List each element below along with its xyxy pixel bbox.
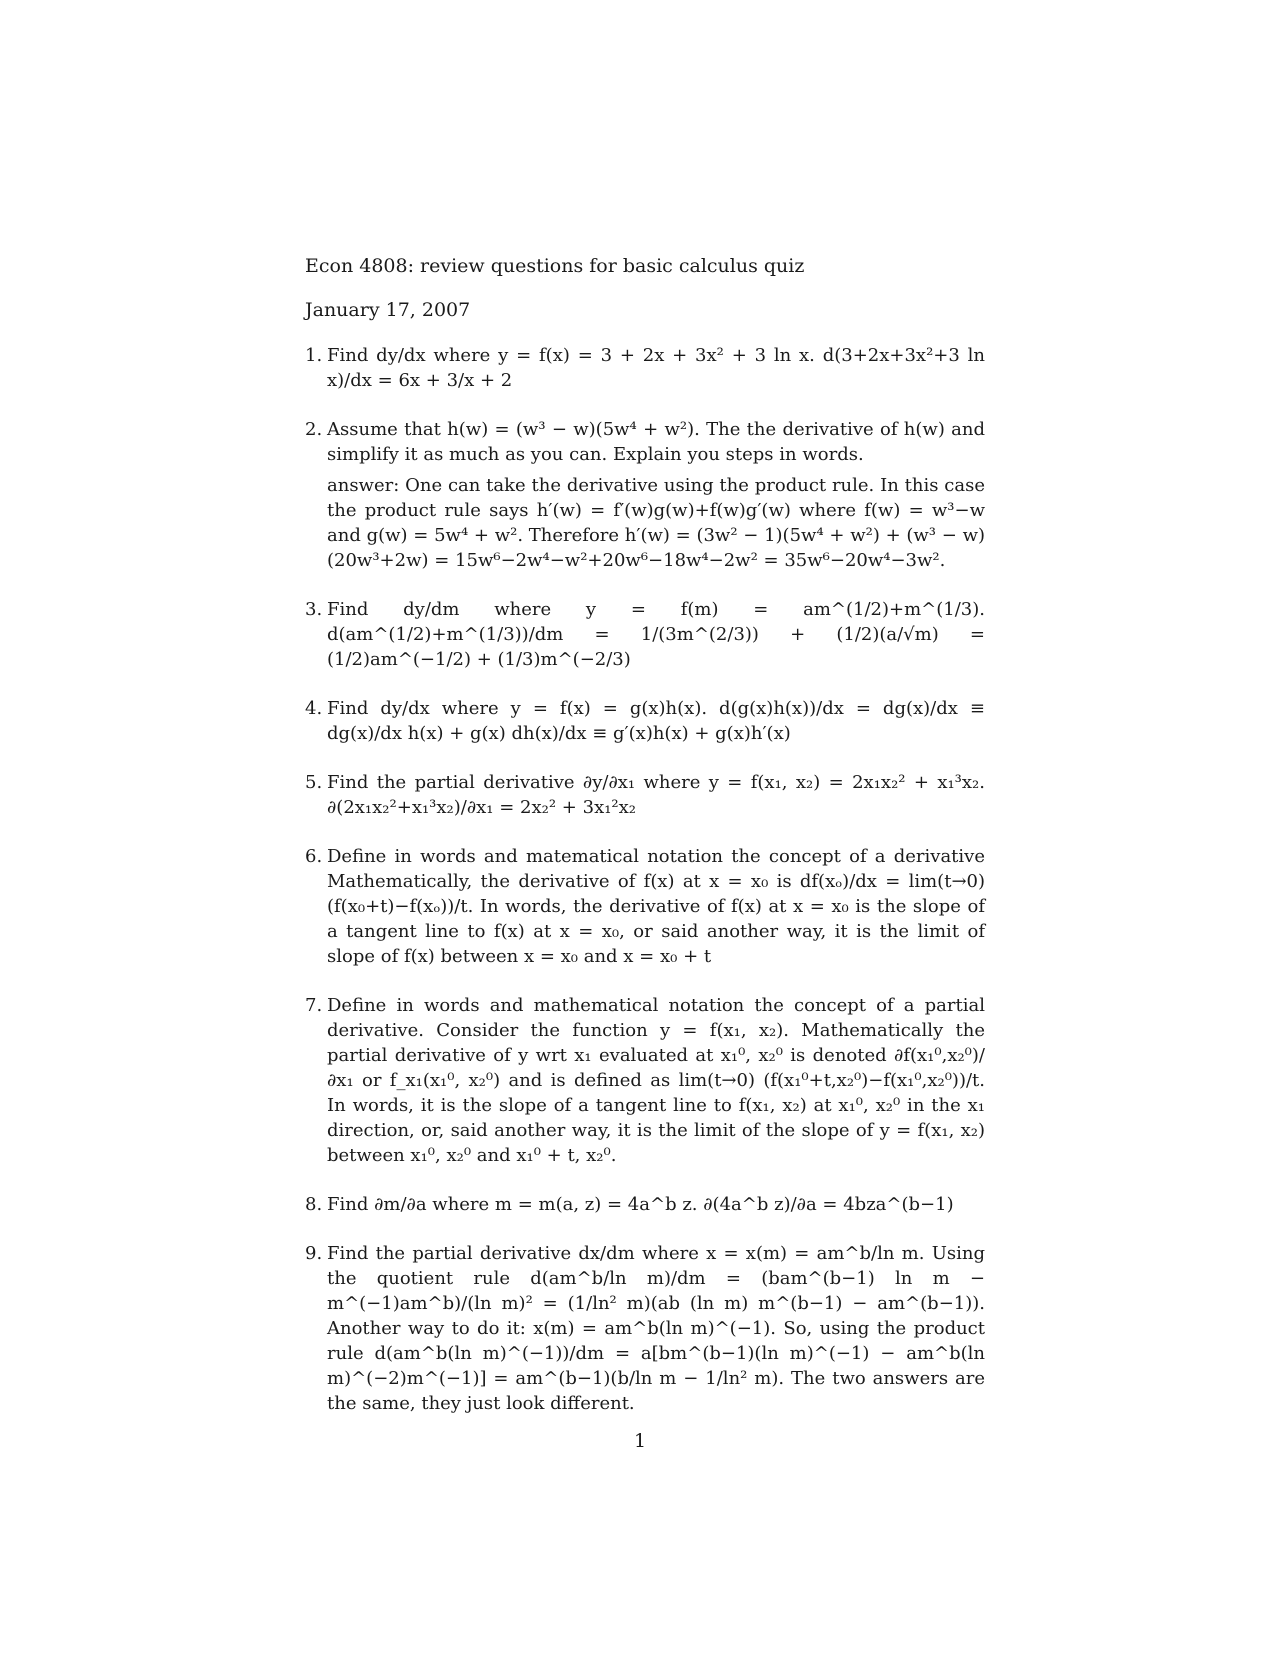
document-page	[305, 255, 985, 1440]
question-text: Find the partial derivative dx/dm where x = x(m) = am^b/ln m. Using the quotient rule d(am^b/ln m)/dm = (bam^(b−1) ln m − m^(−1)am^b)/(ln m)² = (1/ln² m)(ab (ln m) m^(b−1) − am^(b−1)). Another way to do it: x(m) = am^b(ln m)^(−1). So, using the product rule d(am^b(ln m)^(−1))/dm = a[bm^(b−1)(ln m)^(−1) − am^b(ln m)^(−2)m^(−1)] = am^(b−1)(b/ln m − 1/ln² m). The two answers are the same, they just look different.	[327, 1243, 985, 1414]
question-text: Assume that h(w) = (w³ − w)(5w⁴ + w²). The the derivative of h(w) and simplify it as much as you can. Explain you steps in words.	[327, 419, 985, 465]
question-number: 8.	[305, 1194, 323, 1215]
question-text: Find dy/dx where y = f(x) = 3 + 2x + 3x² + 3 ln x. d(3+2x+3x²+3 ln x)/dx = 6x + 3/x + 2	[327, 345, 985, 391]
question-number: 3.	[305, 599, 323, 620]
question-text: Find the partial derivative ∂y/∂x₁ where y = f(x₁, x₂) = 2x₁x₂² + x₁³x₂. ∂(2x₁x₂²+x₁³x₂)/∂x₁ = 2x₂² + 3x₁²x₂	[327, 772, 985, 818]
question-number: 5.	[305, 772, 323, 793]
question-text: Find dy/dx where y = f(x) = g(x)h(x). d(g(x)h(x))/dx = dg(x)/dx ≡ dg(x)/dx h(x) + g(x) dh(x)/dx ≡ g′(x)h(x) + g(x)h′(x)	[327, 698, 985, 744]
question-answer: answer: One can take the derivative using the product rule. In this case the product rule says h′(w) = f′(w)g(w)+f(w)g′(w) where f(w) = w³−w and g(w) = 5w⁴ + w². Therefore h′(w) = (3w² − 1)(5w⁴ + w²) + (w³ − w)(20w³+2w) = 15w⁶−2w⁴−w²+20w⁶−18w⁴−2w² = 35w⁶−20w⁴−3w².	[327, 475, 985, 571]
document-date: January 17, 2007	[305, 299, 471, 321]
question-number: 9.	[305, 1243, 323, 1264]
question-5	[305, 770, 985, 826]
question-text: Find dy/dm where y = f(m) = am^(1/2)+m^(1/3). d(am^(1/2)+m^(1/3))/dm = 1/(3m^(2/3)) + (1/2)(a/√m) = (1/2)am^(−1/2) + (1/3)m^(−2/3)	[327, 599, 985, 670]
question-9	[305, 1241, 985, 1422]
question-text: Find ∂m/∂a where m = m(a, z) = 4a^b z. ∂(4a^b z)/∂a = 4bza^(b−1)	[327, 1194, 954, 1215]
question-number: 1.	[305, 345, 323, 366]
question-1	[305, 343, 985, 399]
question-8	[305, 1192, 985, 1223]
question-4	[305, 696, 985, 752]
question-2	[305, 417, 985, 579]
question-text: Define in words and mathematical notation the concept of a partial derivative. Consider the function y = f(x₁, x₂). Mathematically the partial derivative of y wrt x₁ evaluated at x₁⁰, x₂⁰ is denoted ∂f(x₁⁰,x₂⁰)/∂x₁ or f_x₁(x₁⁰, x₂⁰) and is defined as lim(t→0) (f(x₁⁰+t,x₂⁰)−f(x₁⁰,x₂⁰))/t. In words, it is the slope of a tangent line to f(x₁, x₂) at x₁⁰, x₂⁰ in the x₁ direction, or, said another way, it is the limit of the slope of y = f(x₁, x₂) between x₁⁰, x₂⁰ and x₁⁰ + t, x₂⁰.	[327, 995, 985, 1166]
question-7	[305, 993, 985, 1174]
question-number: 4.	[305, 698, 323, 719]
document-title: Econ 4808: review questions for basic calculus quiz	[305, 255, 805, 277]
question-3	[305, 597, 985, 678]
question-6	[305, 844, 985, 975]
question-text: Define in words and matematical notation the concept of a derivative Mathematically, the derivative of f(x) at x = x₀ is df(xₒ)/dx = lim(t→0) (f(x₀+t)−f(xₒ))/t. In words, the derivative of f(x) at x = x₀ is the slope of a tangent line to f(x) at x = x₀, or said another way, it is the limit of slope of f(x) between x = x₀ and x = x₀ + t	[327, 846, 985, 967]
question-number: 2.	[305, 419, 323, 440]
question-number: 7.	[305, 995, 323, 1016]
question-number: 6.	[305, 846, 323, 867]
page-number: 1	[633, 1430, 647, 1452]
